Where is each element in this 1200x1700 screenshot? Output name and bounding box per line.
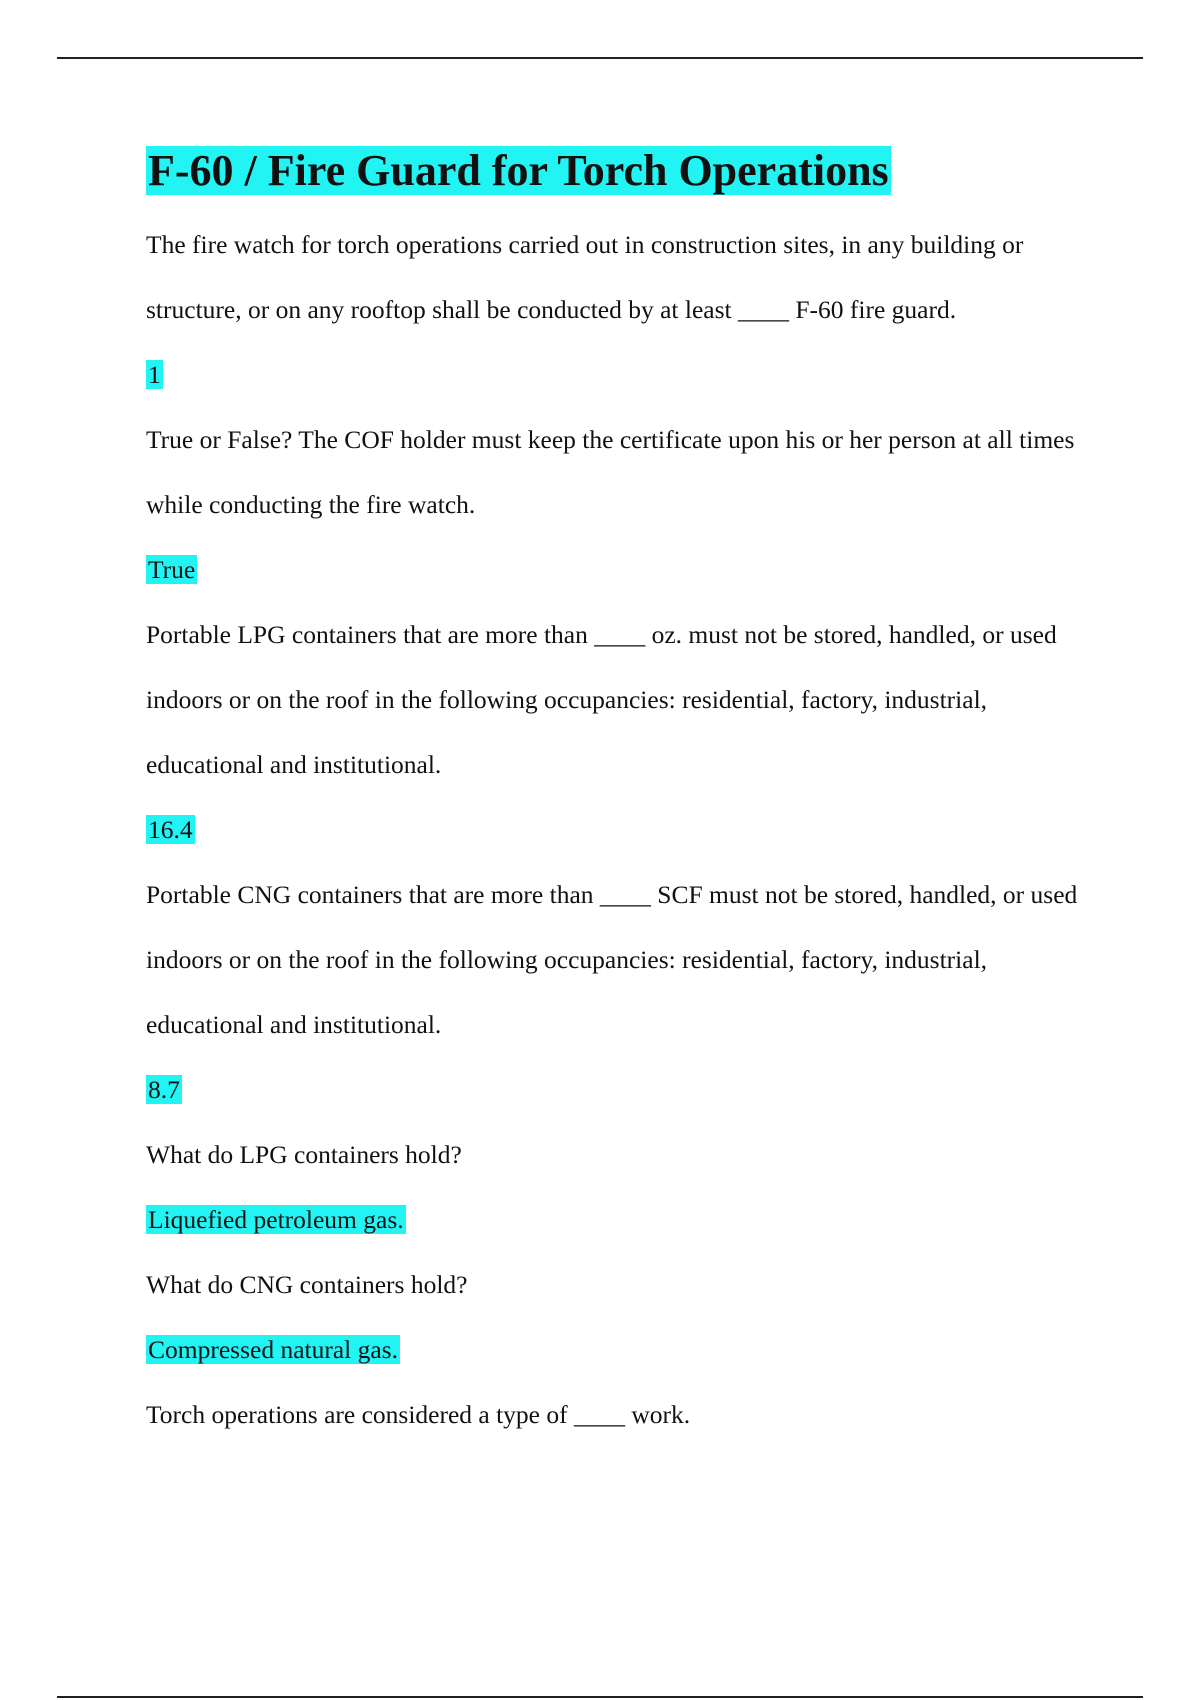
question-4: Portable CNG containers that are more than ____ SCF must not be stored, handled, or used indoors or on the roof in the following occupancies: residential, factory, industrial, educational and institutional. <box>146 880 1078 1039</box>
answer-2: True <box>148 555 196 584</box>
answer-6: Compressed natural gas. <box>148 1335 398 1364</box>
answer-3: 16.4 <box>148 815 193 844</box>
question-1: The fire watch for torch operations carried out in construction sites, in any building or structure, or on any rooftop shall be conducted by at least ____ F-60 fire guard. <box>146 230 1024 324</box>
answer-4: 8.7 <box>148 1075 180 1104</box>
question-6: What do CNG containers hold? <box>146 1270 468 1299</box>
question-7: Torch operations are considered a type of ____ work. <box>146 1400 691 1429</box>
document-body <box>146 140 1096 1447</box>
question-3: Portable LPG containers that are more than ____ oz. must not be stored, handled, or used indoors or on the roof in the following occupancies: residential, factory, industrial, educational and institutional. <box>146 620 1057 779</box>
document-title: F-60 / Fire Guard for Torch Operations <box>148 146 889 195</box>
question-5: What do LPG containers hold? <box>146 1140 462 1169</box>
bottom-rule <box>57 1696 1143 1698</box>
answer-1: 1 <box>148 360 161 389</box>
question-2: True or False? The COF holder must keep the certificate upon his or her person at all times while conducting the fire watch. <box>146 425 1075 519</box>
answer-5: Liquefied petroleum gas. <box>148 1205 404 1234</box>
top-rule <box>57 57 1143 59</box>
